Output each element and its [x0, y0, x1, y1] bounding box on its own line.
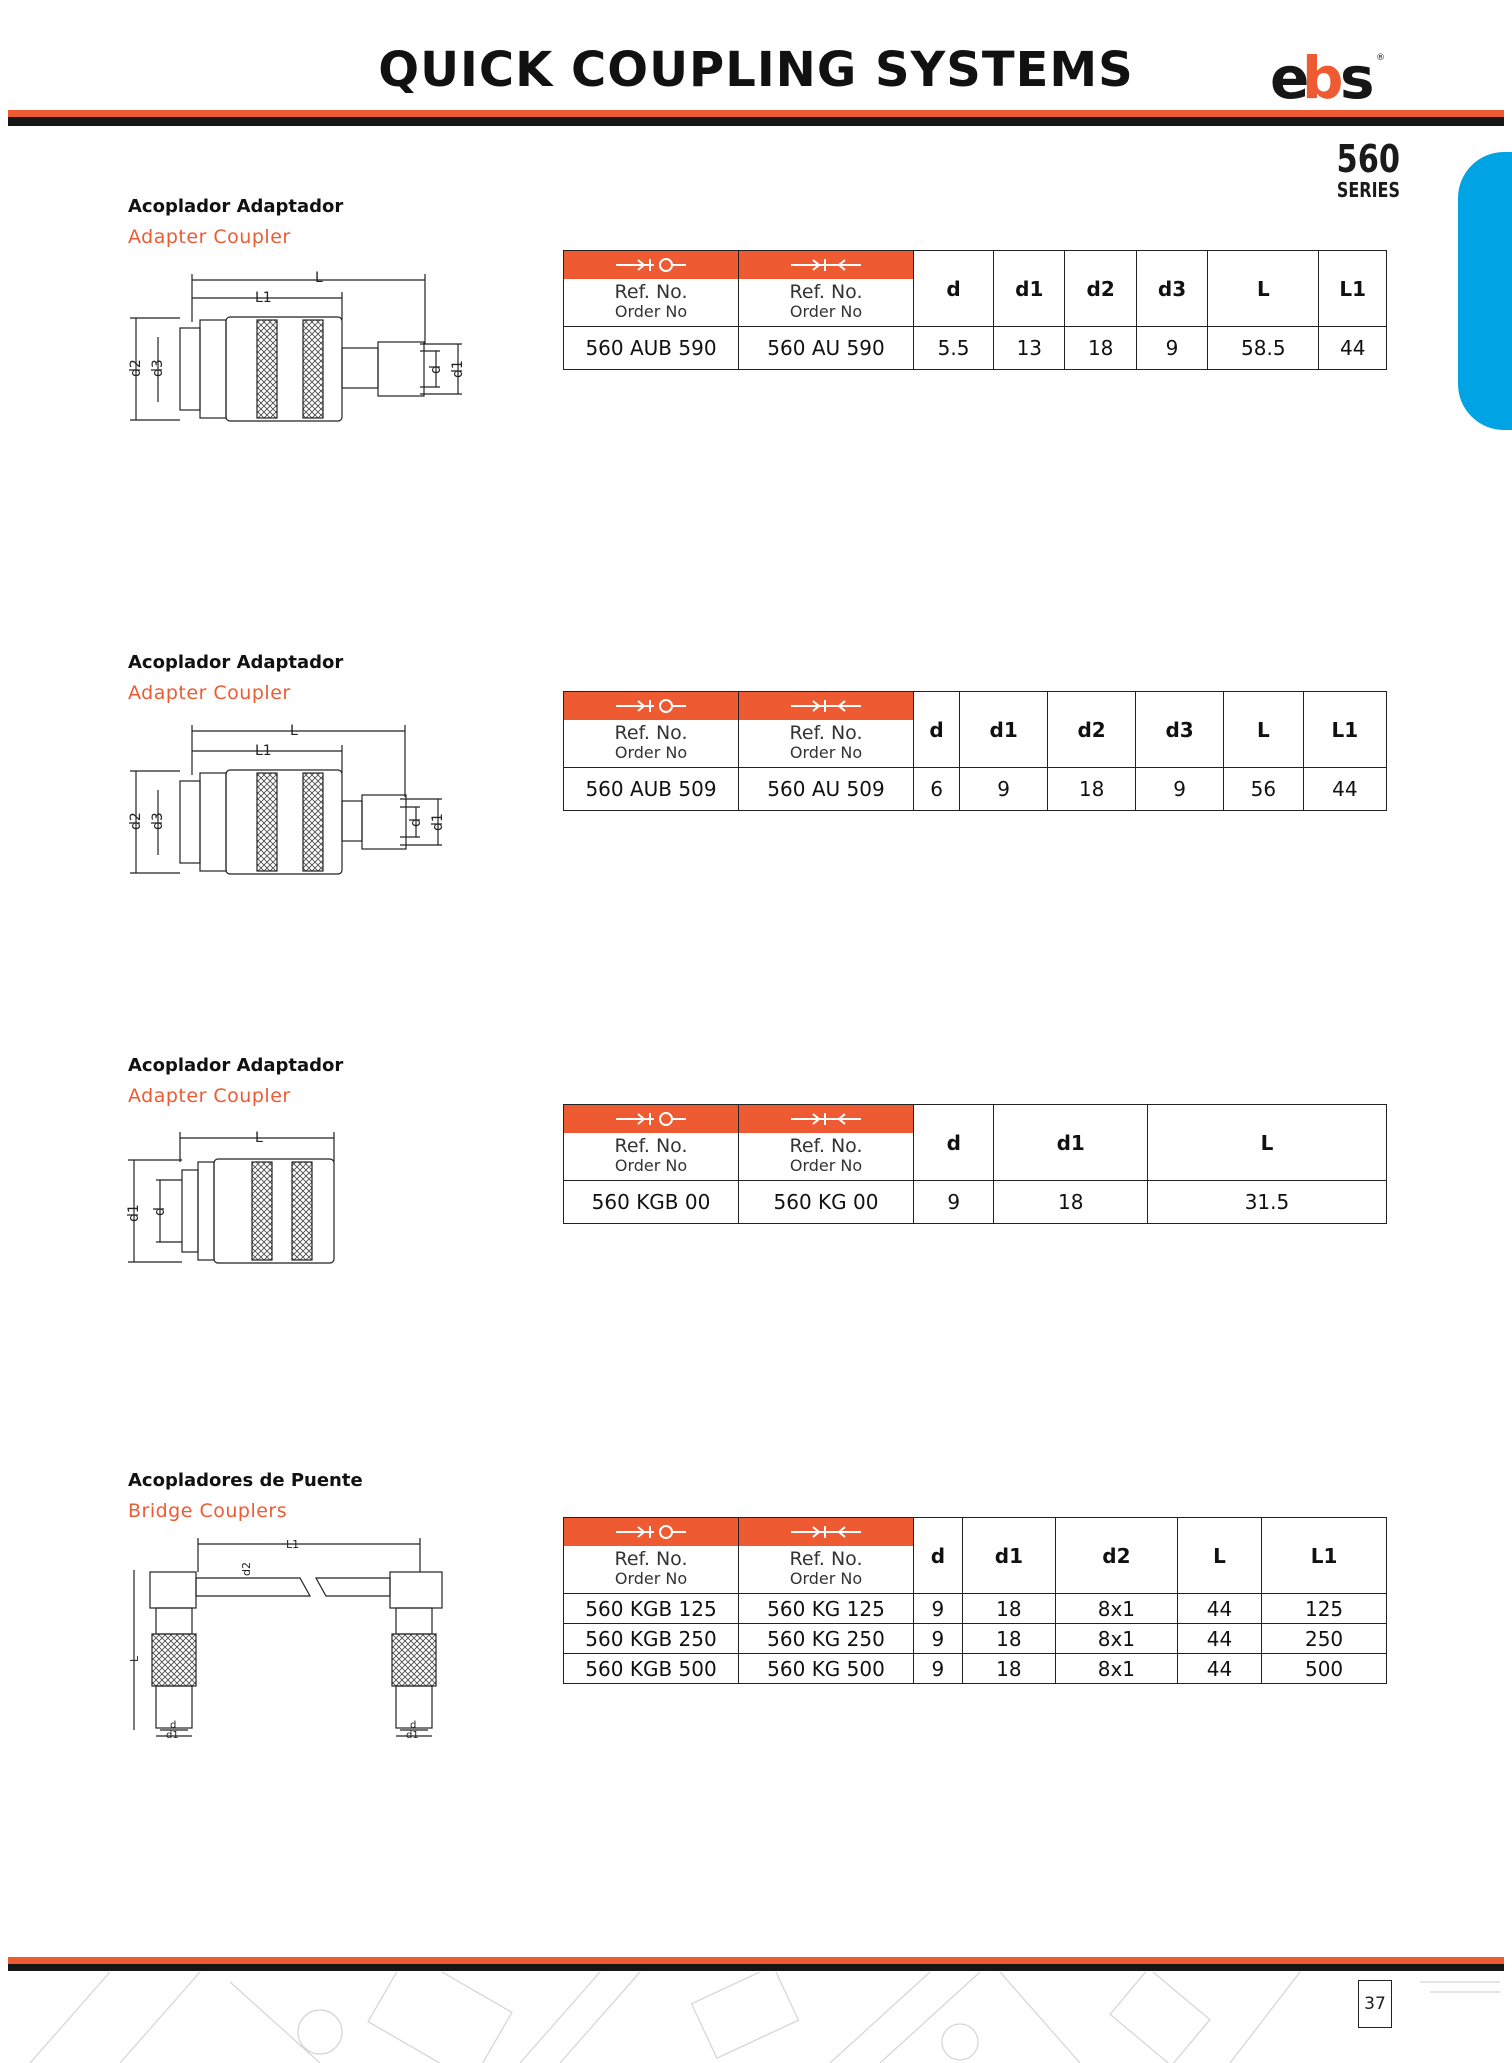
value-cell: 500 [1262, 1654, 1387, 1684]
table-row [564, 1624, 1387, 1654]
col-header: d3 [1136, 251, 1207, 327]
section-title-es: Acoplador Adaptador [128, 196, 344, 217]
value-cell: 44 [1177, 1654, 1261, 1684]
value-cell: 9 [914, 1594, 963, 1624]
value-cell: 44 [1319, 327, 1387, 370]
table-row [564, 1181, 1387, 1224]
svg-text:L1: L1 [286, 1538, 300, 1551]
col-header: d1 [962, 1518, 1055, 1594]
coupler-symbol-icon [614, 1522, 688, 1542]
ref-cell: 560 AUB 590 [564, 327, 739, 370]
dim-d2-label: d2 [128, 359, 144, 377]
section-title-es: Acoplador Adaptador [128, 652, 344, 673]
svg-text:d: d [170, 1720, 177, 1731]
ref-cell: 560 KG 500 [739, 1654, 914, 1684]
col-header: d1 [960, 692, 1048, 768]
header-bar-orange [8, 110, 1504, 117]
dim-d3-label: d3 [150, 359, 166, 377]
section-title-es: Acoplador Adaptador [128, 1055, 344, 1076]
value-cell: 9 [1136, 327, 1207, 370]
col-header: d2 [1048, 692, 1136, 768]
col-header: d2 [1055, 1518, 1177, 1594]
adapter-coupler-drawing-3 [120, 1122, 380, 1272]
series-label: SERIES [1336, 178, 1400, 202]
col-header: L [1208, 251, 1319, 327]
adapter-coupler-drawing-1 [120, 262, 500, 432]
bridge-coupler-drawing [120, 1530, 460, 1740]
value-cell: 56 [1224, 768, 1304, 811]
svg-text:d1: d1 [430, 813, 446, 831]
spec-table-1 [563, 250, 1387, 370]
plug-symbol-icon [789, 696, 863, 716]
svg-text:e: e [1270, 46, 1307, 108]
dim-d1-label: d1 [450, 360, 466, 378]
ref-cell: 560 KG 00 [739, 1181, 914, 1224]
section-title-en: Adapter Coupler [128, 226, 291, 248]
page-number: 37 [1358, 1980, 1392, 2028]
value-cell: 58.5 [1208, 327, 1319, 370]
value-cell: 9 [1136, 768, 1224, 811]
value-cell: 250 [1262, 1624, 1387, 1654]
value-cell: 8x1 [1055, 1624, 1177, 1654]
value-cell: 18 [962, 1624, 1055, 1654]
col-header: L1 [1303, 692, 1386, 768]
svg-text:s: s [1340, 46, 1375, 108]
col-header: d1 [994, 1105, 1147, 1181]
section-title-en: Adapter Coupler [128, 682, 291, 704]
ref-cell: 560 KG 125 [739, 1594, 914, 1624]
coupler-symbol-icon [614, 255, 688, 275]
value-cell: 44 [1177, 1594, 1261, 1624]
col-header: d [914, 1105, 994, 1181]
value-cell: 18 [994, 1181, 1147, 1224]
ref-cell: 560 KGB 250 [564, 1624, 739, 1654]
value-cell: 18 [1065, 327, 1136, 370]
col-header: L [1147, 1105, 1386, 1181]
ebs-logo [1268, 46, 1388, 108]
svg-text:d: d [410, 1720, 417, 1731]
value-cell: 6 [914, 768, 960, 811]
ref-cell: 560 KGB 500 [564, 1654, 739, 1684]
ref-cell: 560 AUB 509 [564, 768, 739, 811]
plug-symbol-icon [789, 1522, 863, 1542]
ref-cell: 560 AU 509 [739, 768, 914, 811]
col-header: L1 [1319, 251, 1387, 327]
svg-text:L: L [128, 1655, 141, 1662]
spec-table-3: Ref. No. Order No Ref. No. Order No d d1 L 560 KGB 00 560 KG 00 9 18 31.5 [563, 1104, 1387, 1224]
value-cell: 9 [914, 1624, 963, 1654]
value-cell: 13 [994, 327, 1065, 370]
spec-table-2: Ref. No. Order No Ref. No. Order No d d1 d2 d3 L L1 560 AUB 509 560 AU 509 6 9 18 9 56 44 [563, 691, 1387, 811]
side-tab[interactable] [1458, 152, 1512, 430]
svg-text:d3: d3 [150, 812, 166, 830]
value-cell: 8x1 [1055, 1594, 1177, 1624]
table-row [564, 327, 1387, 370]
svg-text:b: b [1302, 46, 1341, 108]
value-cell: 9 [914, 1654, 963, 1684]
svg-text:d1: d1 [406, 1730, 419, 1740]
dim-L1-label: L1 [255, 290, 272, 306]
svg-text:d2: d2 [240, 1562, 253, 1576]
header-bar-black [8, 117, 1504, 126]
col-header: d [914, 1518, 963, 1594]
svg-text:d: d [152, 1207, 168, 1216]
ref-cell: 560 KGB 00 [564, 1181, 739, 1224]
value-cell: 9 [914, 1181, 994, 1224]
svg-text:L1: L1 [255, 743, 272, 759]
ref-cell: 560 KGB 125 [564, 1594, 739, 1624]
ref-cell: 560 KG 250 [739, 1624, 914, 1654]
footer-bar-black [8, 1964, 1504, 1971]
table-row [564, 1594, 1387, 1624]
svg-text:L: L [290, 723, 298, 739]
svg-text:L: L [255, 1130, 263, 1146]
col-header: L1 [1262, 1518, 1387, 1594]
svg-text:d2: d2 [128, 812, 144, 830]
page-title: QUICK COUPLING SYSTEMS [378, 42, 1134, 98]
section-title-es: Acopladores de Puente [128, 1470, 363, 1491]
ref-header-1: Ref. No. Order No [564, 251, 739, 327]
value-cell: 44 [1177, 1624, 1261, 1654]
dim-L-label: L [315, 270, 323, 286]
technical-drawing-background [0, 1972, 1512, 2063]
value-cell: 18 [1048, 768, 1136, 811]
svg-text:d1: d1 [166, 1730, 179, 1740]
section-title-en: Adapter Coupler [128, 1085, 291, 1107]
value-cell: 44 [1303, 768, 1386, 811]
ref-cell: 560 AU 590 [739, 327, 914, 370]
col-header: d2 [1065, 251, 1136, 327]
col-header: d [914, 251, 994, 327]
value-cell: 18 [962, 1594, 1055, 1624]
value-cell: 18 [962, 1654, 1055, 1684]
adapter-coupler-drawing-2 [120, 715, 500, 885]
plug-symbol-icon [789, 1109, 863, 1129]
table-row [564, 1654, 1387, 1684]
col-header: d [914, 692, 960, 768]
value-cell: 8x1 [1055, 1654, 1177, 1684]
svg-text:d1: d1 [126, 1204, 142, 1222]
value-cell: 125 [1262, 1594, 1387, 1624]
dim-d-label: d [428, 365, 444, 374]
coupler-symbol-icon [614, 696, 688, 716]
ref-header-2: Ref. No. Order No [739, 251, 914, 327]
col-header: d1 [994, 251, 1065, 327]
spec-table-4: Ref. No. Order No Ref. No. Order No d d1 d2 L L1 560 KGB 125 560 KG 125 9 18 8x1 44 125 560 KGB 250 560 KG 250 9 18 8x1 44 250 560 KGB 500 560 KG 500 9 18 8x1 44 500 [563, 1517, 1387, 1684]
series-number: 560 [1336, 137, 1400, 181]
table-row [564, 768, 1387, 811]
plug-symbol-icon [789, 255, 863, 275]
series-badge [1320, 137, 1400, 202]
footer-bar-orange [8, 1957, 1504, 1964]
svg-text:d: d [408, 818, 424, 827]
value-cell: 31.5 [1147, 1181, 1386, 1224]
col-header: L [1177, 1518, 1261, 1594]
section-title-en: Bridge Couplers [128, 1500, 288, 1522]
col-header: d3 [1136, 692, 1224, 768]
svg-text:®: ® [1376, 53, 1385, 63]
col-header: L [1224, 692, 1304, 768]
coupler-symbol-icon [614, 1109, 688, 1129]
value-cell: 5.5 [914, 327, 994, 370]
value-cell: 9 [960, 768, 1048, 811]
